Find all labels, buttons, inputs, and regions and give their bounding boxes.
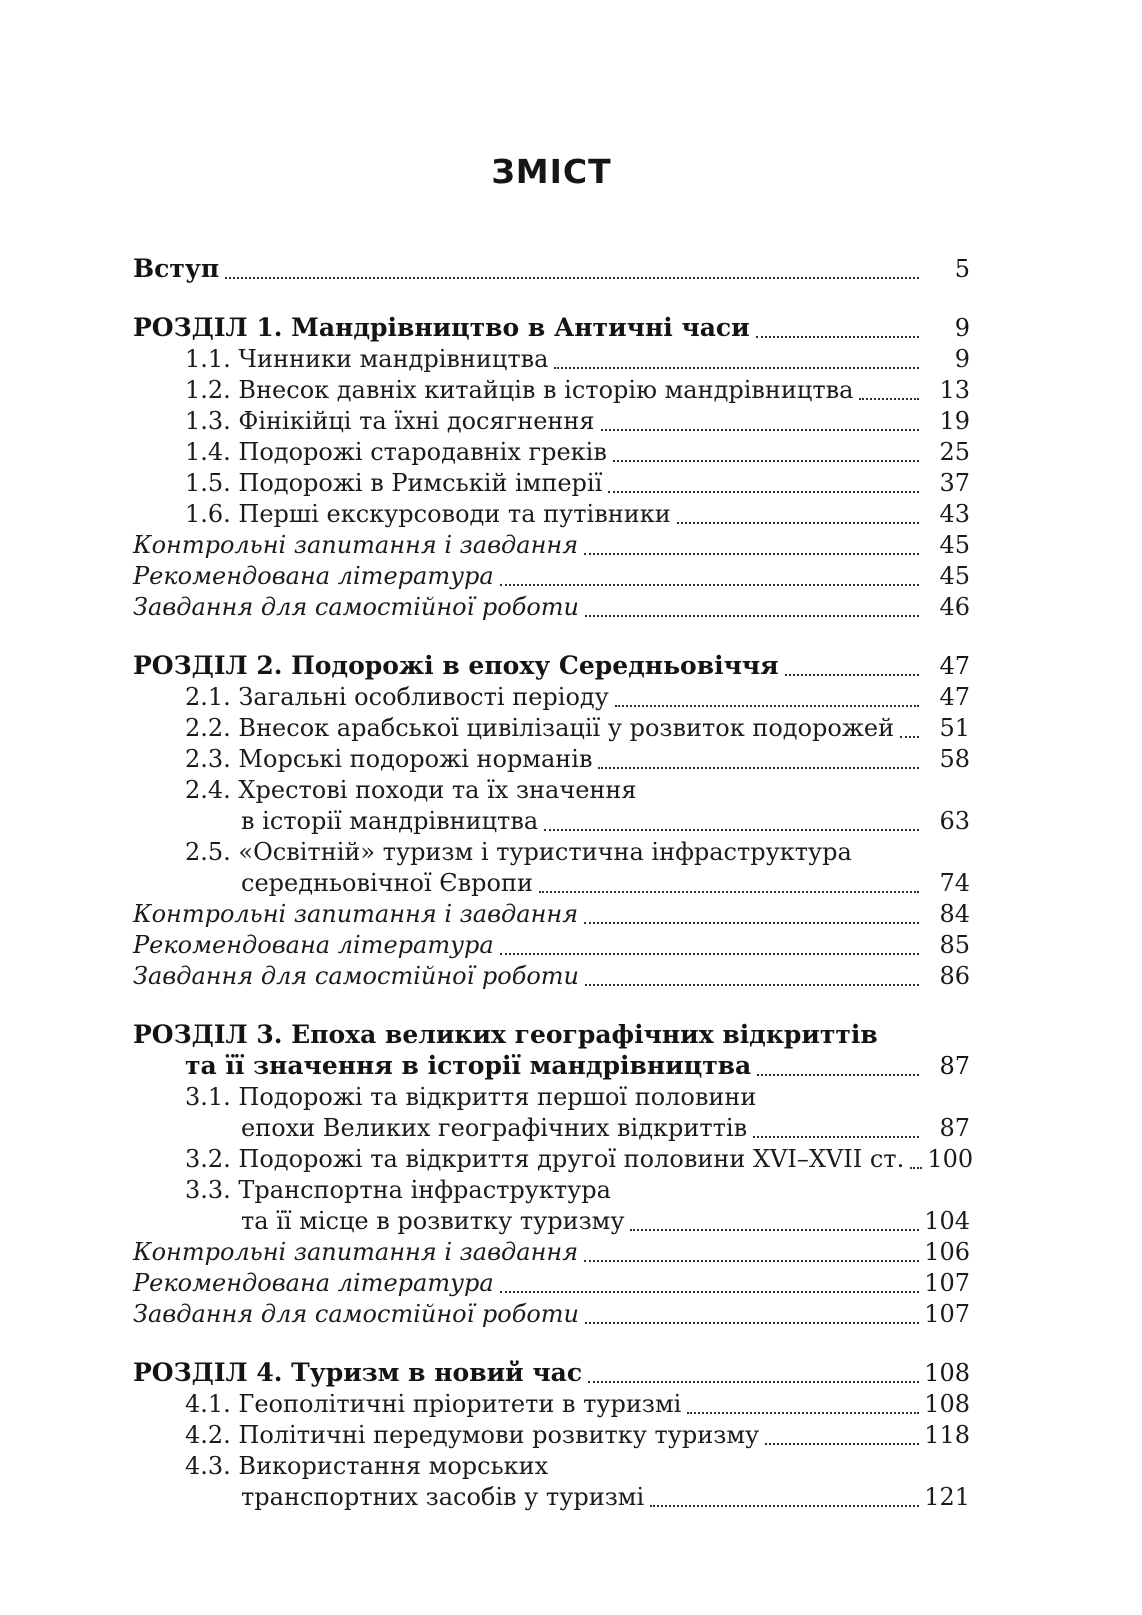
page-title: ЗМІСТ: [491, 152, 612, 191]
toc-entry-label: 2.3. Морські подорожі норманів: [185, 745, 593, 773]
toc-entry-label: транспортних засобів у туризмі: [241, 1483, 645, 1511]
toc-entry-label: Контрольні запитання і завдання: [133, 900, 579, 928]
toc-row: [133, 744, 970, 775]
toc-row: [133, 1237, 970, 1268]
toc-row: [133, 775, 970, 806]
toc-entry-label: 4.1. Геополітичні пріоритети в туризмі: [185, 1390, 682, 1418]
toc-page-number: 63: [939, 807, 970, 835]
toc-page-number: 45: [939, 562, 970, 590]
toc-page-number: 104: [924, 1207, 970, 1235]
toc-entry-label: Завдання для самостійної роботи: [133, 962, 580, 990]
toc-row: [133, 499, 970, 530]
toc-row-chapter: [133, 1019, 970, 1050]
toc-page-number: 106: [924, 1238, 970, 1266]
dot-leader: [544, 805, 919, 831]
dot-leader: [588, 1356, 919, 1383]
toc-page-number: 107: [924, 1300, 970, 1328]
toc-row: [133, 344, 970, 375]
toc-page-number: 86: [939, 962, 970, 990]
toc-row: [133, 530, 970, 561]
toc-entry-label: в історії мандрівництва: [241, 807, 539, 835]
toc-page-number: 58: [939, 745, 970, 773]
toc-entry-label: та її значення в історії мандрівництва: [185, 1051, 752, 1080]
toc-entry-label: Рекомендована література: [133, 931, 494, 959]
toc-entry-label: 1.4. Подорожі стародавніх греків: [185, 438, 607, 466]
toc-entry-label: 1.5. Подорожі в Римській імперії: [185, 469, 603, 497]
toc-row: [133, 930, 970, 961]
dot-leader: [650, 1481, 919, 1507]
toc-entry-label: РОЗДІЛ 4. Туризм в новий час: [133, 1358, 583, 1387]
toc-row-chapter: [133, 1357, 970, 1389]
toc-entry-label: 2.1. Загальні особливості періоду: [185, 683, 609, 711]
toc-row: [133, 713, 970, 744]
toc-row: [133, 592, 970, 623]
dot-leader: [687, 1388, 919, 1414]
dot-leader: [677, 498, 919, 524]
toc-entry-label: Рекомендована література: [133, 1269, 494, 1297]
toc-page-number: 47: [939, 652, 970, 680]
dot-leader: [859, 374, 919, 400]
dot-leader: [785, 649, 919, 676]
toc-page-number: 87: [939, 1114, 970, 1142]
toc-row-chapter: [133, 650, 970, 682]
toc-page-number: 5: [954, 255, 970, 283]
toc-page-number: 100: [927, 1145, 974, 1173]
toc-page-number: 118: [924, 1421, 970, 1449]
toc-entry-label: 3.3. Транспортна інфраструктура: [185, 1176, 611, 1204]
toc-entry-label: епохи Великих географічних відкриттів: [241, 1114, 748, 1142]
toc-page-number: 51: [939, 714, 970, 742]
toc-entry-label: Рекомендована література: [133, 562, 494, 590]
dot-leader: [598, 743, 919, 769]
toc-row: [133, 1482, 970, 1513]
toc-page-number: 84: [939, 900, 970, 928]
toc-page-number: 87: [939, 1052, 970, 1080]
toc-entry-label: 1.6. Перші екскурсоводи та путівники: [185, 500, 671, 528]
dot-leader: [910, 1143, 922, 1169]
toc-row-chapter: [133, 253, 970, 285]
dot-leader: [585, 960, 919, 986]
toc-row: [133, 1206, 970, 1237]
dot-leader: [225, 252, 919, 279]
toc-page-number: 13: [939, 376, 970, 404]
dot-leader: [500, 929, 919, 955]
dot-leader: [554, 343, 919, 369]
dot-leader: [539, 867, 919, 893]
toc-entry-label: РОЗДІЛ 2. Подорожі в епоху Середньовіччя: [133, 651, 779, 680]
toc-entry-label: Завдання для самостійної роботи: [133, 1300, 580, 1328]
toc-entry-label: 1.3. Фінікійці та їхні досягнення: [185, 407, 595, 435]
toc-page-number: 25: [939, 438, 970, 466]
toc-row: [133, 375, 970, 406]
toc-entry-label: середньовічної Європи: [241, 869, 533, 897]
toc-entry-label: 2.5. «Освітній» туризм і туристична інфраструктура: [185, 838, 852, 866]
toc-row: [133, 561, 970, 592]
toc-entry-label: 3.2. Подорожі та відкриття другої половини XVI–XVII ст.: [185, 1145, 905, 1173]
toc-row-chapter: [133, 312, 970, 344]
toc-entry-label: Завдання для самостійної роботи: [133, 593, 580, 621]
toc-row: [133, 806, 970, 837]
toc-entry-label: Контрольні запитання і завдання: [133, 1238, 579, 1266]
dot-leader: [584, 898, 919, 924]
toc-row: [133, 961, 970, 992]
toc-entry-label: 1.2. Внесок давніх китайців в історію мандрівництва: [185, 376, 854, 404]
dot-leader: [615, 681, 919, 707]
dot-leader: [584, 1236, 919, 1262]
toc-page-number: 45: [939, 531, 970, 559]
toc-row: [133, 1299, 970, 1330]
toc-page-number: 19: [939, 407, 970, 435]
dot-leader: [756, 311, 919, 338]
toc-row: [133, 899, 970, 930]
toc-row: [133, 1082, 970, 1113]
toc-row: [133, 1175, 970, 1206]
toc-entry-label: 4.3. Використання морських: [185, 1452, 549, 1480]
dot-leader: [757, 1049, 919, 1076]
toc-row: [133, 868, 970, 899]
toc-page-number: 43: [939, 500, 970, 528]
dot-leader: [630, 1205, 919, 1231]
dot-leader: [608, 467, 919, 493]
toc-page-number: 121: [924, 1483, 970, 1511]
toc-row: [133, 406, 970, 437]
toc-entry-label: РОЗДІЛ 3. Епоха великих географічних відкриттів: [133, 1020, 878, 1049]
toc-entry-label: 3.1. Подорожі та відкриття першої половини: [185, 1083, 757, 1111]
toc-entry-label: та її місце в розвитку туризму: [241, 1207, 625, 1235]
toc-entry-label: 4.2. Політичні передумови розвитку туризму: [185, 1421, 760, 1449]
toc-row: [133, 437, 970, 468]
table-of-contents: [133, 253, 974, 1513]
dot-leader: [584, 529, 919, 555]
dot-leader: [613, 436, 919, 462]
toc-row: [133, 837, 970, 868]
toc-page-number: 9: [954, 345, 970, 373]
dot-leader: [900, 712, 919, 738]
toc-entry-label: 2.2. Внесок арабської цивілізації у розвиток подорожей: [185, 714, 895, 742]
toc-entry-label: 2.4. Хрестові походи та їх значення: [185, 776, 637, 804]
toc-page-number: 74: [939, 869, 970, 897]
toc-entry-label: Контрольні запитання і завдання: [133, 531, 579, 559]
toc-page-number: 108: [924, 1390, 970, 1418]
toc-row: [133, 1420, 970, 1451]
toc-row: [133, 1451, 970, 1482]
toc-page-number: 47: [939, 683, 970, 711]
toc-page-number: 85: [939, 931, 970, 959]
toc-row: [133, 1268, 970, 1299]
dot-leader: [500, 1267, 919, 1293]
dot-leader: [601, 405, 919, 431]
dot-leader: [585, 1298, 919, 1324]
toc-page-number: 108: [924, 1359, 970, 1387]
toc-row: [133, 1050, 970, 1082]
dot-leader: [765, 1419, 919, 1445]
toc-row: [133, 1144, 974, 1175]
dot-leader: [753, 1112, 919, 1138]
toc-entry-label: РОЗДІЛ 1. Мандрівництво в Античні часи: [133, 313, 750, 342]
toc-page-number: 9: [954, 314, 970, 342]
toc-entry-label: Вступ: [133, 254, 220, 283]
toc-page-number: 46: [939, 593, 970, 621]
toc-row: [133, 468, 970, 499]
toc-entry-label: 1.1. Чинники мандрівництва: [185, 345, 549, 373]
toc-page-number: 107: [924, 1269, 970, 1297]
toc-page-number: 37: [939, 469, 970, 497]
toc-row: [133, 682, 970, 713]
dot-leader: [585, 591, 919, 617]
toc-row: [133, 1113, 970, 1144]
dot-leader: [500, 560, 919, 586]
toc-row: [133, 1389, 970, 1420]
